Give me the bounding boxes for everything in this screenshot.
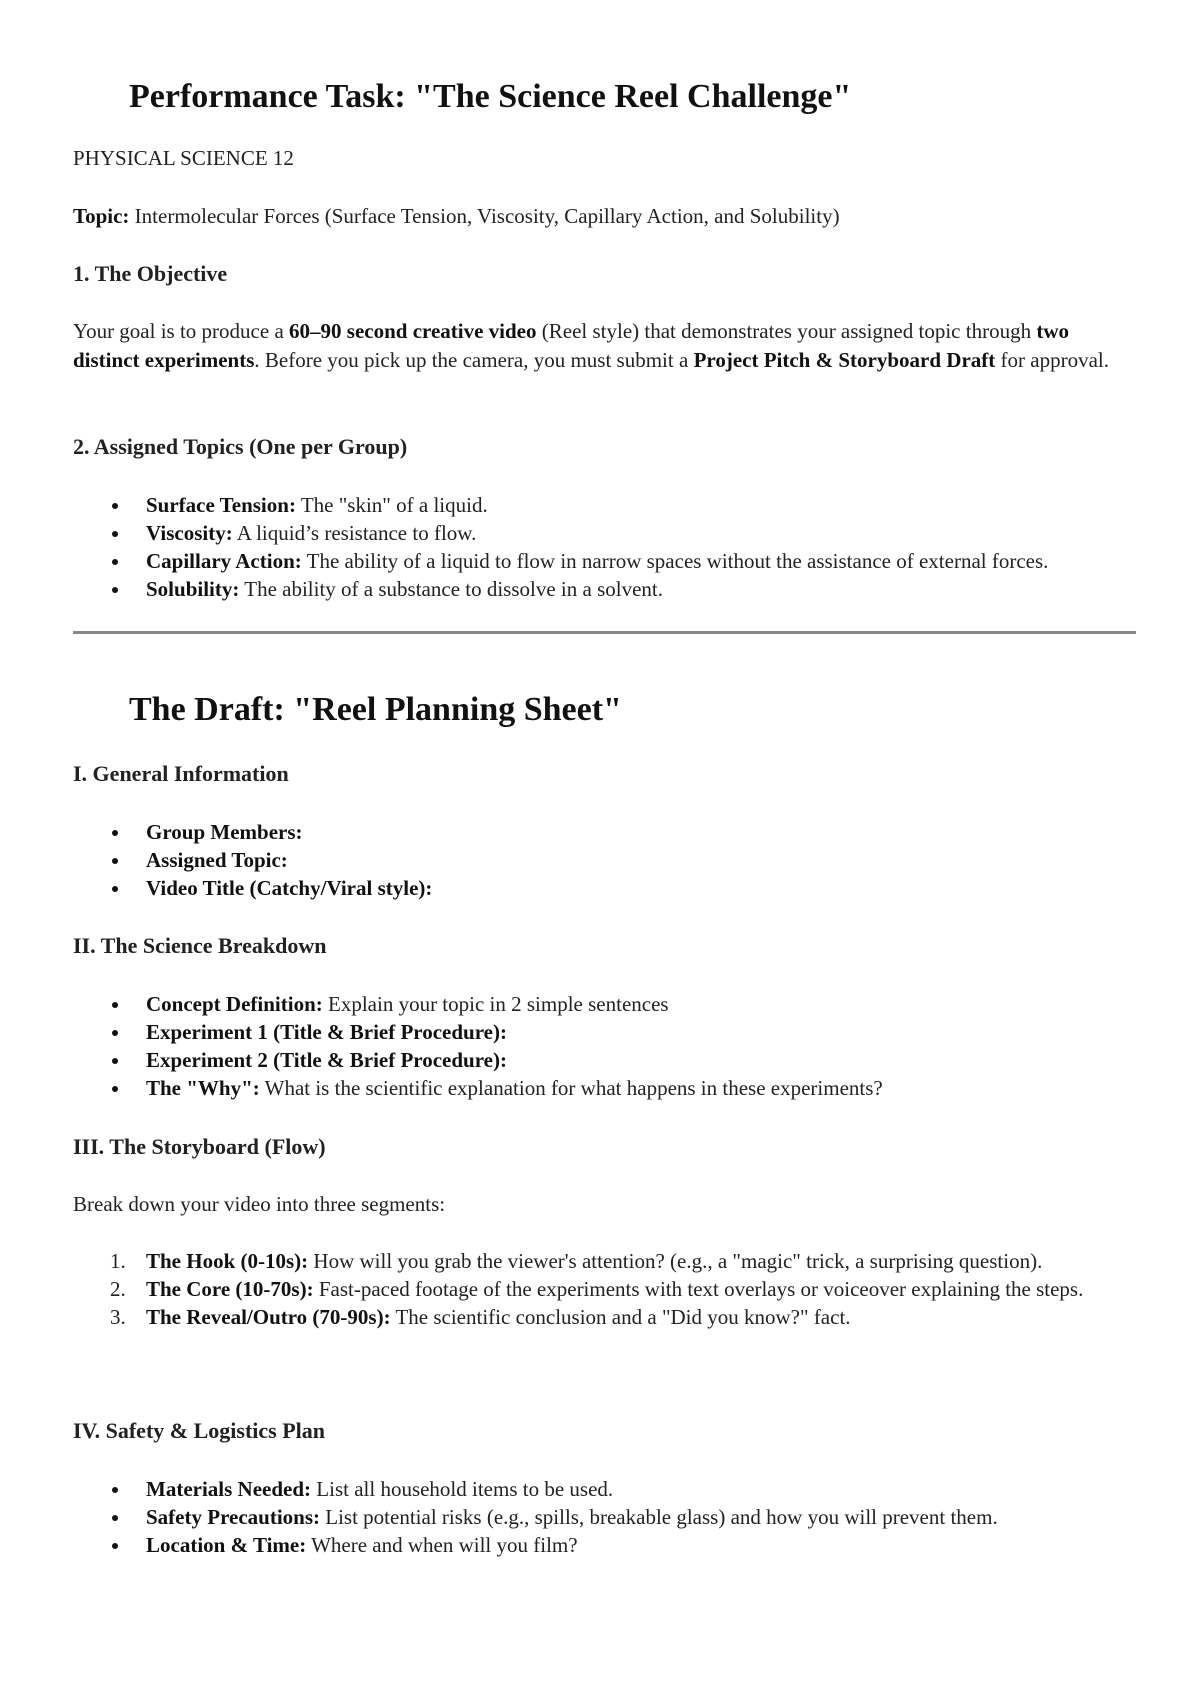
assigned-topic-label: Assigned Topic: [146,848,288,872]
course-label: PHYSICAL SCIENCE 12 [73,146,294,170]
list-item [73,1247,1133,1275]
safety-item-label: Location & Time: [146,1533,307,1557]
video-title-label: Video Title (Catchy/Viral style): [146,876,433,900]
storyboard-intro: Break down your video into three segments: [73,1192,446,1216]
list-item [73,1531,1133,1559]
topic-item-text: The "skin" of a liquid. [295,493,488,517]
topic-item-text: The ability of a substance to dissolve in a solvent. [239,577,663,601]
safety-list [73,1475,1133,1559]
objective-bold-pitch: Project Pitch & Storyboard Draft [693,348,996,372]
objective-text-2: (Reel style) that demonstrates your assigned topic through [536,319,1037,343]
objective-bold-duration: 60–90 second creative video [289,319,537,343]
topic-text: Intermolecular Forces (Surface Tension, Viscosity, Capillary Action, and Solubility) [129,204,840,228]
list-number: 3. [110,1305,126,1329]
list-number: 1. [110,1249,126,1273]
list-item [73,1303,1133,1331]
list-number: 2. [110,1277,126,1301]
objective-paragraph [73,317,1133,375]
section-divider [73,631,1136,634]
science-breakdown-heading: II. The Science Breakdown [73,933,327,958]
list-item [73,575,1133,603]
list-item [73,519,1133,547]
list-item [73,990,1133,1018]
storyboard-item-text: How will you grab the viewer's attention? (e.g., a "magic" trick, a surprising question). [308,1249,1043,1273]
assigned-topics-list [73,491,1133,603]
topic-line [73,203,840,230]
science-item-text: Explain your topic in 2 simple sentences [322,992,669,1016]
list-item [73,1275,1133,1303]
general-info-list [73,818,1133,902]
safety-item-label: Safety Precautions: [146,1505,320,1529]
science-item-text: What is the scientific explanation for what happens in these experiments? [259,1076,883,1100]
topic-item-text: A liquid’s resistance to flow. [232,521,477,545]
science-item-label: Concept Definition: [146,992,323,1016]
list-item [73,874,1133,902]
list-item [73,846,1133,874]
list-item [73,1475,1133,1503]
group-members-label: Group Members: [146,820,303,844]
safety-heading: IV. Safety & Logistics Plan [73,1418,325,1443]
storyboard-list [73,1247,1133,1331]
topic-item-label: Capillary Action: [146,549,302,573]
safety-item-text: Where and when will you film? [306,1533,578,1557]
planning-sheet-title: The Draft: "Reel Planning Sheet" [129,691,622,728]
list-item [73,1018,1133,1046]
performance-task-title: Performance Task: "The Science Reel Challenge" [129,78,852,115]
general-info-heading: I. General Information [73,761,289,786]
storyboard-item-text: Fast-paced footage of the experiments with text overlays or voiceover explaining the steps. [313,1277,1084,1301]
objective-heading: 1. The Objective [73,261,228,286]
list-item [73,547,1133,575]
storyboard-heading: III. The Storyboard (Flow) [73,1134,326,1159]
science-breakdown-list [73,990,1133,1102]
list-item [73,1046,1133,1074]
assigned-topics-heading: 2. Assigned Topics (One per Group) [73,434,408,459]
safety-item-text: List potential risks (e.g., spills, breakable glass) and how you will prevent them. [320,1505,998,1529]
storyboard-item-label: The Hook (0-10s): [146,1249,309,1273]
objective-bold-experiments: two distinct experiments [73,319,1069,372]
objective-text-3: . Before you pick up the camera, you must submit a [254,348,694,372]
science-item-label: Experiment 1 (Title & Brief Procedure): [146,1020,507,1044]
storyboard-item-text: The scientific conclusion and a "Did you know?" fact. [390,1305,851,1329]
storyboard-item-label: The Reveal/Outro (70-90s): [146,1305,391,1329]
storyboard-item-label: The Core (10-70s): [146,1277,314,1301]
topic-label: Topic: [73,204,130,228]
topic-item-text: The ability of a liquid to flow in narrow spaces without the assistance of external forces. [301,549,1049,573]
list-item [73,1503,1133,1531]
topic-item-label: Viscosity: [146,521,233,545]
objective-text-1: Your goal is to produce a [73,319,290,343]
science-item-label: The "Why": [146,1076,260,1100]
list-item [73,491,1133,519]
objective-text-4: for approval. [995,348,1109,372]
list-item [73,1074,1133,1102]
safety-item-label: Materials Needed: [146,1477,312,1501]
science-item-label: Experiment 2 (Title & Brief Procedure): [146,1048,507,1072]
topic-item-label: Solubility: [146,577,240,601]
safety-item-text: List all household items to be used. [311,1477,614,1501]
topic-item-label: Surface Tension: [146,493,296,517]
list-item [73,818,1133,846]
